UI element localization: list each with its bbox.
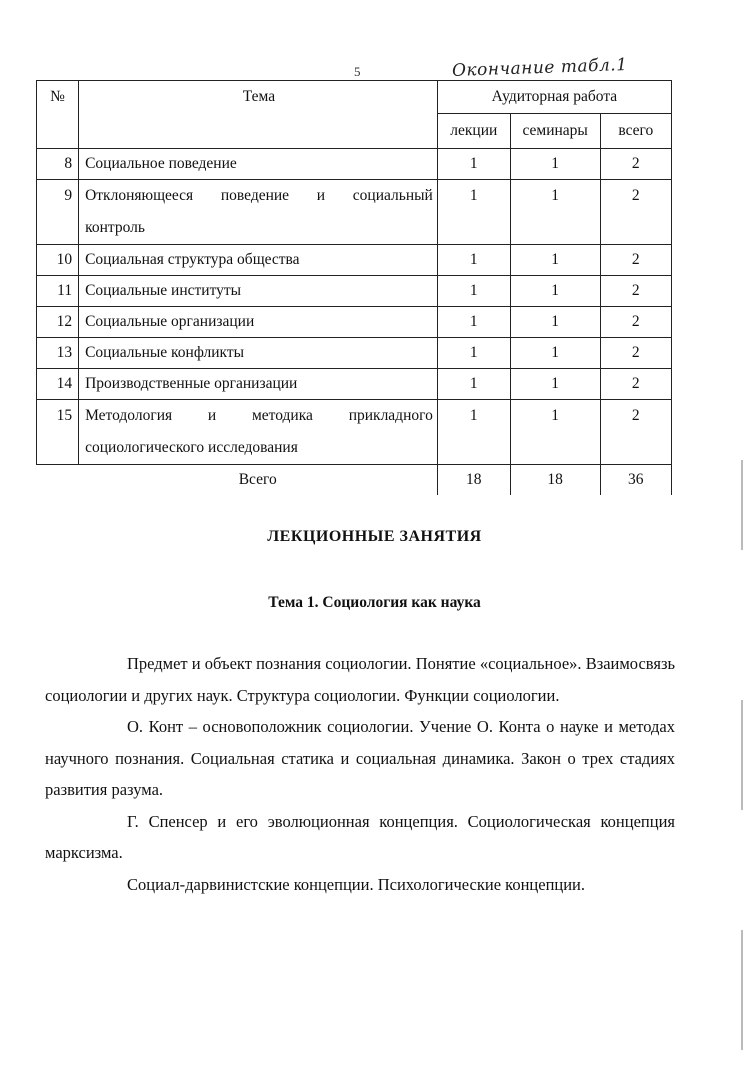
header-num: № — [37, 81, 79, 149]
row-seminars: 1 — [510, 245, 600, 276]
row-total: 2 — [600, 149, 671, 180]
row-lectures: 1 — [437, 149, 510, 180]
row-topic-line1: Методология и методика прикладного — [85, 407, 433, 424]
section-title: ЛЕКЦИОННЫЕ ЗАНЯТИЯ — [267, 528, 482, 545]
row-lectures: 1 — [437, 180, 510, 245]
row-lectures: 1 — [437, 276, 510, 307]
header-total: всего — [600, 114, 671, 149]
row-topic: Социальное поведение — [79, 149, 438, 180]
table-row — [37, 338, 672, 369]
row-total: 2 — [600, 276, 671, 307]
table-row — [37, 149, 672, 180]
totals-lectures: 18 — [437, 465, 510, 496]
row-seminars: 1 — [510, 149, 600, 180]
table-row — [37, 369, 672, 400]
row-seminars: 1 — [510, 180, 600, 245]
row-topic: Социальные институты — [79, 276, 438, 307]
row-topic-line1: Отклоняющееся поведение и социальный — [85, 187, 433, 204]
topic-title: Тема 1. Социология как наука — [268, 594, 481, 611]
topic-body — [45, 648, 675, 900]
table-row — [37, 400, 672, 465]
row-total: 2 — [600, 245, 671, 276]
paragraph: Г. Спенсер и его эволюционная концепция. Социологическая концепция марксизма. — [45, 811, 675, 862]
totals-label: Всего — [79, 465, 438, 496]
row-lectures: 1 — [437, 307, 510, 338]
header-topic: Тема — [79, 81, 438, 149]
row-lectures: 1 — [437, 400, 510, 465]
page-number: 5 — [354, 64, 361, 79]
row-topic-line2: социологического исследования — [85, 439, 298, 456]
header-lectures: лекции — [437, 114, 510, 149]
row-total: 2 — [600, 307, 671, 338]
row-total: 2 — [600, 180, 671, 245]
row-topic: Социальные конфликты — [79, 338, 438, 369]
row-total: 2 — [600, 338, 671, 369]
row-topic-line2: контроль — [85, 219, 145, 236]
row-topic — [79, 180, 438, 245]
row-seminars: 1 — [510, 369, 600, 400]
row-num: 8 — [37, 149, 79, 180]
row-num: 14 — [37, 369, 79, 400]
scan-edge-mark — [741, 930, 743, 1050]
row-topic: Социальная структура общества — [79, 245, 438, 276]
row-seminars: 1 — [510, 338, 600, 369]
table-row — [37, 180, 672, 245]
row-num: 15 — [37, 400, 79, 465]
course-table — [36, 80, 672, 495]
row-num: 9 — [37, 180, 79, 245]
row-seminars: 1 — [510, 276, 600, 307]
row-num: 11 — [37, 276, 79, 307]
row-total: 2 — [600, 369, 671, 400]
totals-blank — [37, 465, 79, 496]
handwritten-note: Окончание табл.1 — [451, 54, 628, 82]
row-topic — [79, 400, 438, 465]
row-lectures: 1 — [437, 369, 510, 400]
row-seminars: 1 — [510, 400, 600, 465]
table-row — [37, 307, 672, 338]
totals-seminars: 18 — [510, 465, 600, 496]
row-lectures: 1 — [437, 245, 510, 276]
row-num: 13 — [37, 338, 79, 369]
header-group: Аудиторная работа — [437, 81, 671, 114]
table-row — [37, 276, 672, 307]
row-topic: Социальные организации — [79, 307, 438, 338]
totals-total: 36 — [600, 465, 671, 496]
paragraph: Предмет и объект познания социологии. Понятие «социальное». Взаимосвязь социологии и других наук. Структура социологии. Функции социологии. — [45, 654, 675, 705]
header-seminars: семинары — [510, 114, 600, 149]
row-seminars: 1 — [510, 307, 600, 338]
row-num: 12 — [37, 307, 79, 338]
paragraph: Социал-дарвинистские концепции. Психологические концепции. — [127, 874, 586, 894]
scan-edge-mark — [741, 700, 743, 810]
table-row — [37, 245, 672, 276]
totals-row — [37, 465, 672, 496]
paragraph: О. Конт – основоположник социологии. Учение О. Конта о науке и методах научного познания. Социальная статика и социальная динамика. Закон о трех стадиях развития разума. — [45, 717, 675, 799]
scan-edge-mark — [741, 460, 743, 550]
row-lectures: 1 — [437, 338, 510, 369]
row-num: 10 — [37, 245, 79, 276]
row-topic: Производственные организации — [79, 369, 438, 400]
row-total: 2 — [600, 400, 671, 465]
